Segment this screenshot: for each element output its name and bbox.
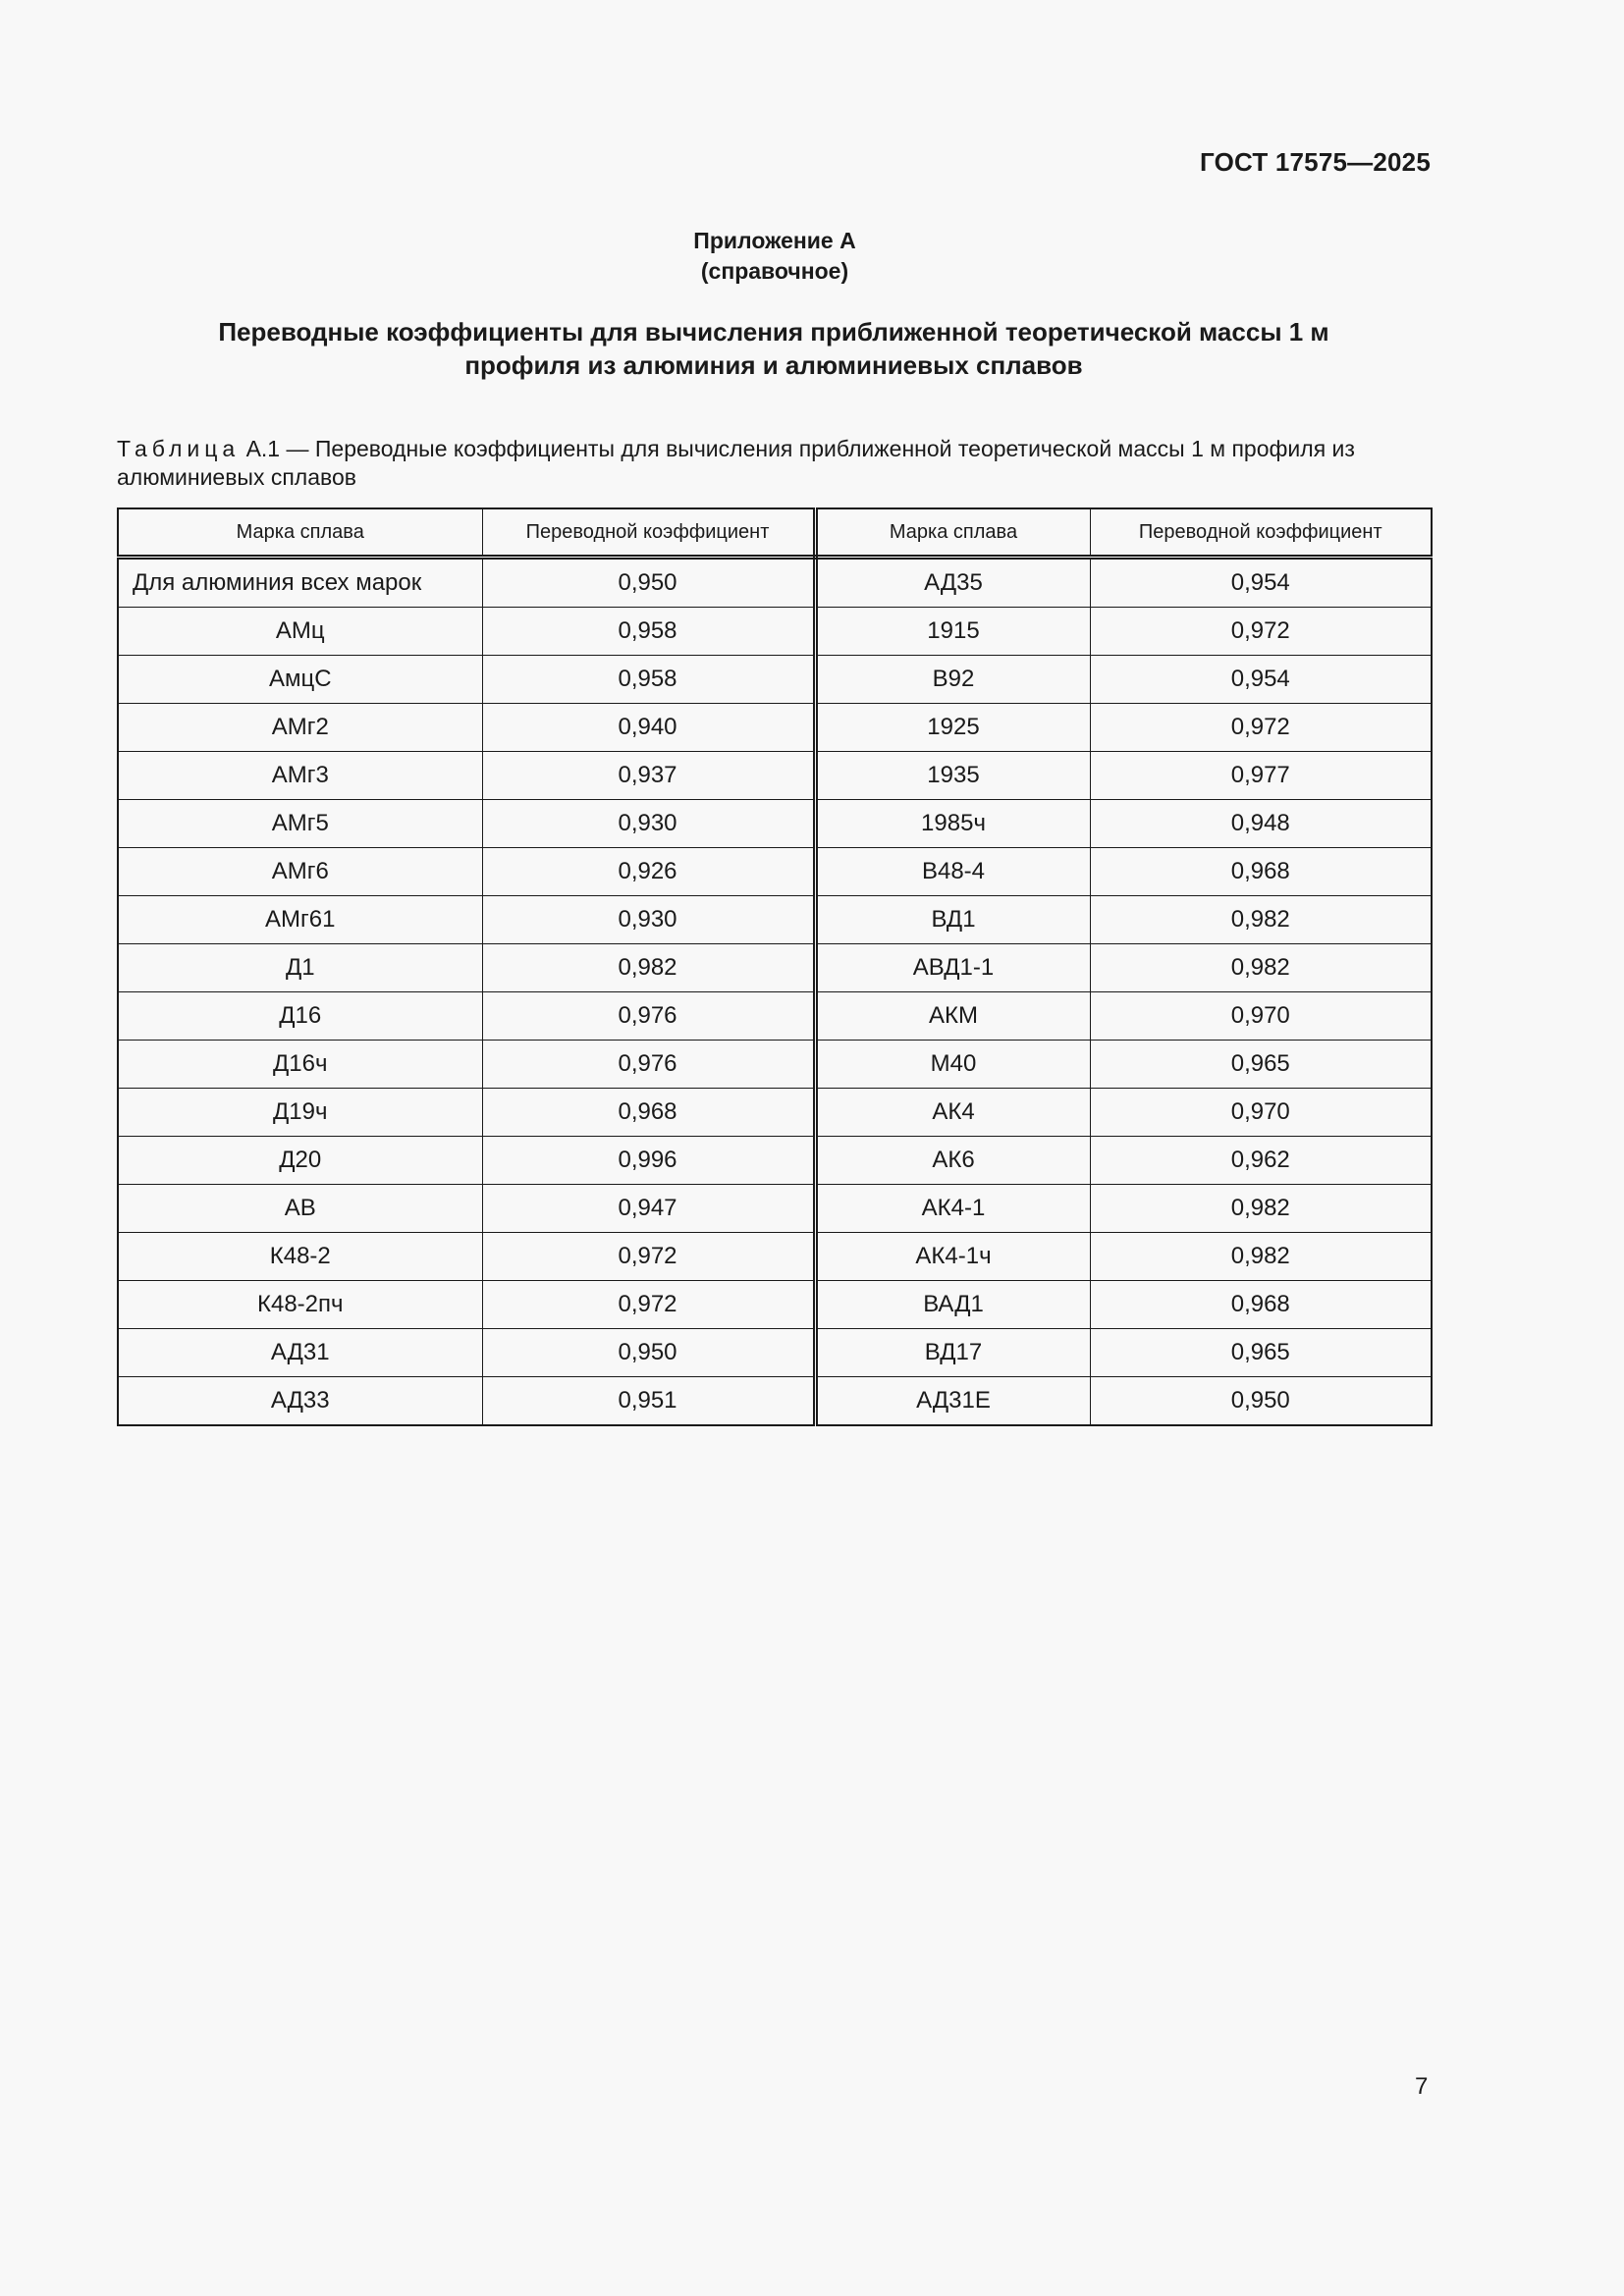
coefficient-cell: 0,947: [482, 1185, 815, 1233]
table-row: [118, 1137, 1432, 1185]
table-row: [118, 1233, 1432, 1281]
coefficient-cell: 0,972: [1090, 608, 1432, 656]
alloy-grade-cell: АК6: [815, 1137, 1090, 1185]
table-row: [118, 608, 1432, 656]
alloy-grade-cell: АМг5: [118, 800, 482, 848]
table-row: [118, 800, 1432, 848]
coefficient-cell: 0,937: [482, 752, 815, 800]
document-code: ГОСТ 17575—2025: [1200, 147, 1431, 177]
coefficient-cell: 0,970: [1090, 1089, 1432, 1137]
table-row: [118, 1041, 1432, 1089]
coefficient-cell: 0,976: [482, 1041, 815, 1089]
coefficient-cell: 0,926: [482, 848, 815, 896]
table-row: [118, 752, 1432, 800]
alloy-grade-cell: АМг61: [118, 896, 482, 944]
section-heading-line-2: профиля из алюминия и алюминиевых сплавов: [464, 350, 1083, 380]
alloy-grade-cell: К48-2пч: [118, 1281, 482, 1329]
coefficient-cell: 0,970: [1090, 992, 1432, 1041]
alloy-coefficient-table: [117, 507, 1433, 1426]
alloy-grade-cell: ВД1: [815, 896, 1090, 944]
coefficient-cell: 0,996: [482, 1137, 815, 1185]
alloy-grade-cell: АК4-1ч: [815, 1233, 1090, 1281]
coefficient-cell: 0,982: [1090, 1185, 1432, 1233]
alloy-grade-cell: ВАД1: [815, 1281, 1090, 1329]
alloy-grade-cell: АКМ: [815, 992, 1090, 1041]
coefficient-cell: 0,950: [482, 558, 815, 608]
alloy-grade-cell: Д1: [118, 944, 482, 992]
alloy-grade-cell: Д20: [118, 1137, 482, 1185]
coefficient-cell: 0,968: [1090, 848, 1432, 896]
coefficient-cell: 0,968: [482, 1089, 815, 1137]
alloy-grade-cell: АмцС: [118, 656, 482, 704]
coefficient-cell: 0,982: [1090, 1233, 1432, 1281]
alloy-grade-cell: В48-4: [815, 848, 1090, 896]
coefficient-cell: 0,965: [1090, 1329, 1432, 1377]
table-row: [118, 1089, 1432, 1137]
coefficient-cell: 0,958: [482, 608, 815, 656]
table-row: [118, 896, 1432, 944]
table-row: [118, 1281, 1432, 1329]
alloy-grade-cell: АД31Е: [815, 1377, 1090, 1426]
table-caption-label: Таблица: [117, 436, 241, 461]
header-alloy-grade-right: Марка сплава: [815, 508, 1090, 558]
table-row: [118, 944, 1432, 992]
table-container: [117, 507, 1431, 1426]
coefficient-cell: 0,930: [482, 896, 815, 944]
alloy-grade-cell: Д16ч: [118, 1041, 482, 1089]
alloy-grade-cell: АК4: [815, 1089, 1090, 1137]
appendix-title: Приложение А: [693, 228, 856, 253]
coefficient-cell: 0,950: [1090, 1377, 1432, 1426]
alloy-grade-cell: АМг3: [118, 752, 482, 800]
coefficient-cell: 0,976: [482, 992, 815, 1041]
header-coefficient-right: Переводной коэффициент: [1090, 508, 1432, 558]
appendix-subtitle: (справочное): [700, 258, 849, 284]
coefficient-cell: 0,954: [1090, 558, 1432, 608]
header-alloy-grade-left: Марка сплава: [118, 508, 482, 558]
alloy-grade-cell: Д16: [118, 992, 482, 1041]
alloy-grade-cell: 1985ч: [815, 800, 1090, 848]
table-row: [118, 656, 1432, 704]
alloy-grade-cell: К48-2: [118, 1233, 482, 1281]
alloy-grade-cell: АМг2: [118, 704, 482, 752]
alloy-grade-cell: АВД1-1: [815, 944, 1090, 992]
table-caption: [117, 435, 1433, 492]
coefficient-cell: 0,982: [1090, 896, 1432, 944]
table-caption-number: А.1: [245, 436, 281, 461]
coefficient-cell: 0,958: [482, 656, 815, 704]
alloy-grade-cell: АД35: [815, 558, 1090, 608]
alloy-grade-cell: 1925: [815, 704, 1090, 752]
page-number: 7: [1415, 2073, 1429, 2100]
coefficient-cell: 0,951: [482, 1377, 815, 1426]
coefficient-cell: 0,977: [1090, 752, 1432, 800]
coefficient-cell: 0,948: [1090, 800, 1432, 848]
table-body: [118, 558, 1432, 1426]
alloy-grade-cell: АД31: [118, 1329, 482, 1377]
coefficient-cell: 0,965: [1090, 1041, 1432, 1089]
alloy-grade-cell: 1915: [815, 608, 1090, 656]
coefficient-cell: 0,972: [1090, 704, 1432, 752]
alloy-grade-cell: Д19ч: [118, 1089, 482, 1137]
table-header-row: [118, 508, 1432, 558]
alloy-grade-cell: АМц: [118, 608, 482, 656]
alloy-grade-cell: Для алюминия всех марок: [118, 558, 482, 608]
alloy-grade-cell: М40: [815, 1041, 1090, 1089]
section-heading-line-1: Переводные коэффициенты для вычисления приближенной теоретической массы 1 м: [218, 317, 1329, 347]
header-coefficient-left: Переводной коэффициент: [482, 508, 815, 558]
table-row: [118, 848, 1432, 896]
coefficient-cell: 0,962: [1090, 1137, 1432, 1185]
coefficient-cell: 0,968: [1090, 1281, 1432, 1329]
coefficient-cell: 0,940: [482, 704, 815, 752]
coefficient-cell: 0,954: [1090, 656, 1432, 704]
table-caption-text: — Переводные коэффициенты для вычисления приближенной теоретической массы 1 м профиля из алюминиевых сплавов: [117, 436, 1355, 490]
alloy-grade-cell: АМг6: [118, 848, 482, 896]
table-row: [118, 992, 1432, 1041]
alloy-grade-cell: АД33: [118, 1377, 482, 1426]
table-row: [118, 558, 1432, 608]
alloy-grade-cell: АК4-1: [815, 1185, 1090, 1233]
alloy-grade-cell: 1935: [815, 752, 1090, 800]
section-heading: [147, 315, 1400, 382]
appendix-title-block: [0, 226, 1549, 287]
table-row: [118, 1185, 1432, 1233]
coefficient-cell: 0,982: [1090, 944, 1432, 992]
alloy-grade-cell: АВ: [118, 1185, 482, 1233]
coefficient-cell: 0,930: [482, 800, 815, 848]
table-row: [118, 704, 1432, 752]
alloy-grade-cell: ВД17: [815, 1329, 1090, 1377]
coefficient-cell: 0,972: [482, 1233, 815, 1281]
table-row: [118, 1377, 1432, 1426]
coefficient-cell: 0,950: [482, 1329, 815, 1377]
coefficient-cell: 0,982: [482, 944, 815, 992]
coefficient-cell: 0,972: [482, 1281, 815, 1329]
alloy-grade-cell: В92: [815, 656, 1090, 704]
table-row: [118, 1329, 1432, 1377]
